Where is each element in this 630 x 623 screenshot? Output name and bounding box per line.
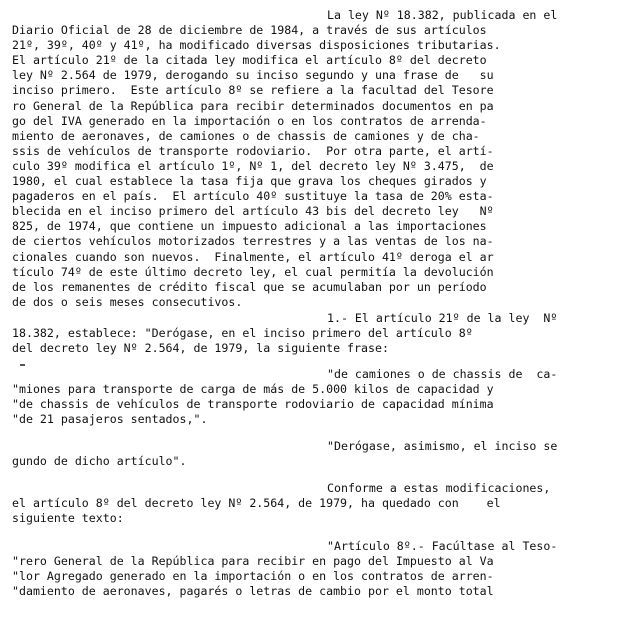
intro-line: de dos o seis meses consecutivos. bbox=[12, 294, 243, 309]
article-8-line: "lor Agregado generado en la importación o en los contratos de arren- bbox=[12, 569, 494, 584]
intro-line: Diario Oficial de 28 de diciembre de 1984, a través de sus artículos bbox=[12, 23, 487, 38]
quote-1-line: "de chassis de vehículos de transporte rodoviario de capacidad mínima bbox=[12, 397, 494, 412]
intro-line: blecida en el inciso primero del artículo 43 bis del decreto ley Nº bbox=[12, 204, 494, 219]
quote-2-line: gundo de dicho artículo". bbox=[12, 454, 187, 469]
intro-line: pagaderos en el país. El artículo 40º sustituye la tasa de 20% esta- bbox=[12, 189, 494, 204]
conforme-line: siguiente texto: bbox=[12, 511, 124, 526]
quote-1-line: "miones para transporte de carga de más de 5.000 kilos de capacidad y bbox=[12, 382, 494, 397]
intro-line: go del IVA generado en la importación o en los contratos de arrenda- bbox=[12, 113, 487, 128]
conforme-first-line: Conforme a estas modificaciones, bbox=[327, 481, 551, 495]
quote-1 bbox=[12, 367, 620, 427]
section-1-line: 18.382, establece: "Derógase, en el inciso primero del artículo 8º bbox=[12, 326, 473, 341]
intro-paragraph bbox=[12, 8, 620, 310]
intro-line: tículo 74º de este último decreto ley, el cual permitía la devolución bbox=[12, 264, 494, 279]
article-8-line: "damiento de aeronaves, pagarés o letras de cambio por el monto total bbox=[12, 584, 494, 599]
intro-line: de los remanentes de crédito fiscal que se acumulaban por un período bbox=[12, 279, 487, 294]
quote-2 bbox=[12, 439, 620, 469]
article-8-line: "rero General de la República para recibir en pago del Impuesto al Va bbox=[12, 554, 494, 569]
conforme-line: el artículo 8º del decreto ley Nº 2.564, de 1979, ha quedado con el bbox=[12, 496, 501, 511]
intro-line: 21º, 39º, 40º y 41º, ha modificado diversas disposiciones tributarias. bbox=[12, 38, 501, 53]
section-1-line: del decreto ley Nº 2.564, de 1979, la siguiente frase: bbox=[12, 341, 389, 356]
intro-line: de ciertos vehículos motorizados terrestres y a las ventas de los na- bbox=[12, 234, 494, 249]
quote-2-first-line: "Derógase, asimismo, el inciso se bbox=[327, 439, 558, 453]
intro-line: inciso primero. Este artículo 8º se refiere a la facultad del Tesore bbox=[12, 83, 494, 98]
article-8-quote bbox=[12, 539, 620, 599]
intro-line: ro General de la República para recibir determinados documentos en pa bbox=[12, 98, 494, 113]
stray-mark bbox=[20, 364, 25, 366]
intro-line: 1980, el cual establece la tasa fija que grava los cheques girados y bbox=[12, 174, 487, 189]
intro-line: 825, de 1974, que contiene un impuesto adicional a las importaciones bbox=[12, 219, 487, 234]
intro-line: cionales cuando son nuevos. Finalmente, el artículo 41º deroga el ar bbox=[12, 249, 494, 264]
article-8-first-line: "Artículo 8º.- Facúltase al Teso- bbox=[327, 539, 558, 553]
intro-line: ley Nº 2.564 de 1979, derogando su inciso segundo y una frase de su bbox=[12, 68, 494, 83]
intro-line: miento de aeronaves, de camiones o de chassis de camiones y de cha- bbox=[12, 128, 480, 143]
section-1-paragraph bbox=[12, 311, 620, 356]
section-1-heading: 1.- El artículo 21º de la ley Nº bbox=[327, 311, 558, 325]
quote-1-line: "de 21 pasajeros sentados,". bbox=[12, 412, 208, 427]
conforme-paragraph bbox=[12, 481, 620, 526]
intro-line: La ley Nº 18.382, publicada en el bbox=[327, 8, 558, 22]
quote-1-first-line: "de camiones o de chassis de ca- bbox=[327, 367, 558, 381]
intro-line: El artículo 21º de la citada ley modifica el artículo 8º del decreto bbox=[12, 53, 487, 68]
intro-line: culo 39º modifica el artículo 1º, Nº 1, del decreto ley Nº 3.475, de bbox=[12, 158, 494, 173]
intro-line: ssis de vehículos de transporte rodoviario. Por otra parte, el artí- bbox=[12, 143, 494, 158]
